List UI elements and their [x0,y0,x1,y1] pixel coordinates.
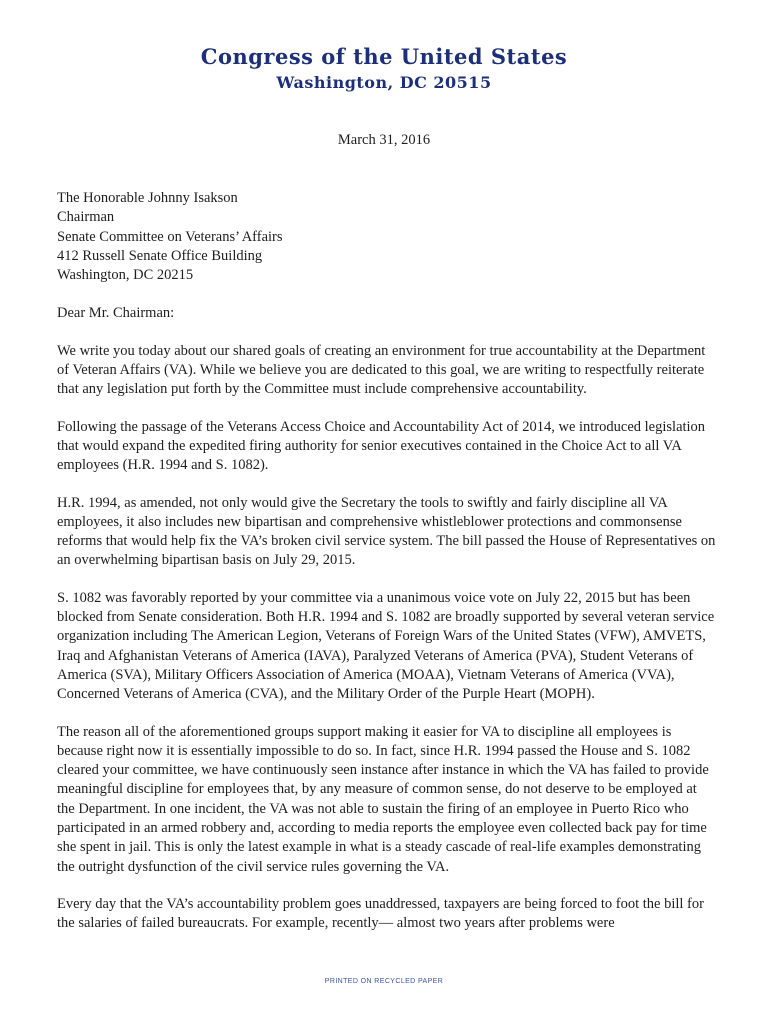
letterhead [0,44,768,94]
paragraph: H.R. 1994, as amended, not only would give the Secretary the tools to swiftly and fairly discipline all VA employees, it also includes new bipartisan and comprehensive whistleblower protections and commonsense reforms that would help fix the VA’s broken civil service system. The bill passed the House of Representatives on an overwhelming bipartisan basis on July 29, 2015. [57,494,716,569]
paragraph: S. 1082 was favorably reported by your committee via a unanimous voice vote on July 22, 2015 but has been blocked from Senate consideration. Both H.R. 1994 and S. 1082 are broadly supported by several veteran service organization including The American Legion, Veterans of Foreign Wars of the United States (VFW), AMVETS, Iraq and Afghanistan Veterans of America (IAVA), Paralyzed Veterans of America (PVA), Student Veterans of America (SVA), Military Officers Association of America (MOAA), Vietnam Veterans of America (VVA), Concerned Veterans of America (CVA), and the Military Order of the Purple Heart (MOPH). [57,589,715,703]
address-line: 412 Russell Senate Office Building [57,247,263,264]
letterhead-title: Congress of the United States [200,44,568,69]
address-line: Washington, DC 20215 [57,267,194,284]
letterhead-city: Washington, DC 20515 [276,73,492,92]
address-line: Chairman [57,209,115,226]
recycled-paper-notice: PRINTED ON RECYCLED PAPER [324,978,444,985]
paragraph: Following the passage of the Veterans Access Choice and Accountability Act of 2014, we introduced legislation that would expand the expedited firing authority for senior executives contained in the Choice Act to all VA employees (H.R. 1994 and S. 1082). [57,418,706,474]
paragraph: We write you today about our shared goals of creating an environment for true accountability at the Department of Veteran Affairs (VA). While we believe you are dedicated to this goal, we are writing to respectfully reiterate that any legislation put forth by the Committee must include comprehensive accountability. [57,342,706,398]
letter-date: March 31, 2016 [337,132,431,148]
address-line: Senate Committee on Veterans’ Affairs [57,228,283,245]
paragraph: The reason all of the aforementioned groups support making it easier for VA to discipline all employees is because right now it is essentially impossible to do so. In fact, since H.R. 1994 passed the House and S. 1082 cleared your committee, we have continuously seen instance after instance in which the VA has failed to provide meaningful discipline for employees that, by any measure of common sense, do not deserve to be employed at the Department. In one incident, the VA was not able to sustain the firing of an employee in Puerto Rico who participated in an armed robbery and, according to media reports the employee even collected back pay for time she spent in jail. This is only the latest example in what is a steady cascade of real-life examples demonstrating the outright dysfunction of the civil service rules governing the VA. [57,723,709,875]
paragraph: Every day that the VA’s accountability problem goes unaddressed, taxpayers are being forced to foot the bill for the salaries of failed bureaucrats. For example, recently— almost two years after problems were [57,895,704,932]
letter-body [57,189,717,934]
address-line: The Honorable Johnny Isakson [57,190,238,206]
recipient-address [57,189,717,285]
salutation: Dear Mr. Chairman: [57,305,175,322]
